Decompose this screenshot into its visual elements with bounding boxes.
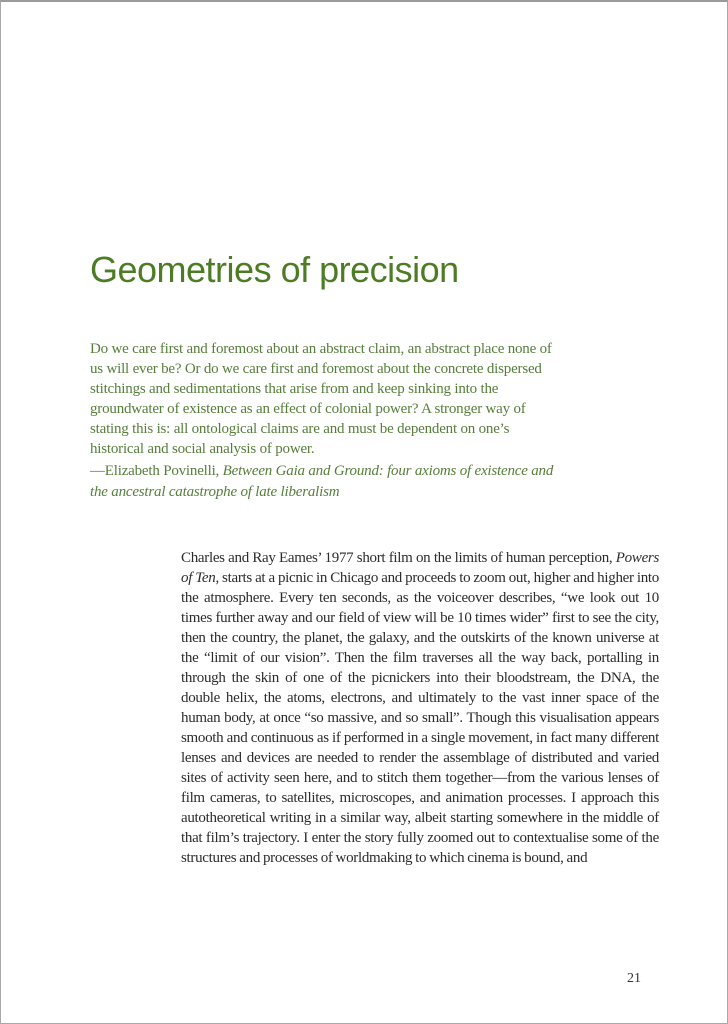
epigraph-attribution	[90, 461, 570, 503]
chapter-title: Geometries of precision	[90, 249, 459, 290]
attribution-source-title: Between Gaia and Ground: four axioms of existence and the ancestral catastrophe of late liberalism	[90, 463, 554, 500]
page-number: 21	[627, 971, 641, 986]
film-title-italic: Powers of Ten	[181, 550, 659, 586]
epigraph-quote: Do we care first and foremost about an abstract claim, an abstract place none of us will ever be? Or do we care first and foremost about the concrete dispersed stitchings and sedimentations that arise from and keep sinking into the groundwater of existence as an effect of colonial power? A stronger way of stating this is: all ontological claims are and must be dependent on one’s historical and social analysis of power.	[90, 341, 552, 457]
body-text-rest: , starts at a picnic in Chicago and proceeds to zoom out, higher and higher into the atmosphere. Every ten seconds, as the voiceover describes, “we look out 10 times further away and our field of view will be 10 times wider” first to see the city, then the country, the planet, the galaxy, and the outskirts of the known universe at the “limit of our vision”. Then the film traverses all the way back, portalling in through the skin of one of the picnickers into their bloodstream, the DNA, the double helix, the atoms, electrons, and ultimately to the vast inner space of the human body, at once “so massive, and so small”. Though this visualisation appears smooth and continuous as if performed in a single movement, in fact many different lenses and devices are needed to render the assemblage of distributed and varied sites of activity seen here, and to stitch them together—from the various lenses of film cameras, to satellites, microscopes, and animation processes. I approach this autotheoretical writing in a similar way, albeit starting somewhere in the middle of that film’s trajectory. I enter the story fully zoomed out to contextualise some of the structures and processes of worldmaking to which cinema is bound, and	[181, 570, 659, 866]
body-paragraph	[181, 548, 659, 868]
body-text-lead: Charles and Ray Eames’ 1977 short film on the limits of human perception,	[181, 550, 616, 566]
attribution-author: —Elizabeth Povinelli,	[90, 463, 223, 479]
